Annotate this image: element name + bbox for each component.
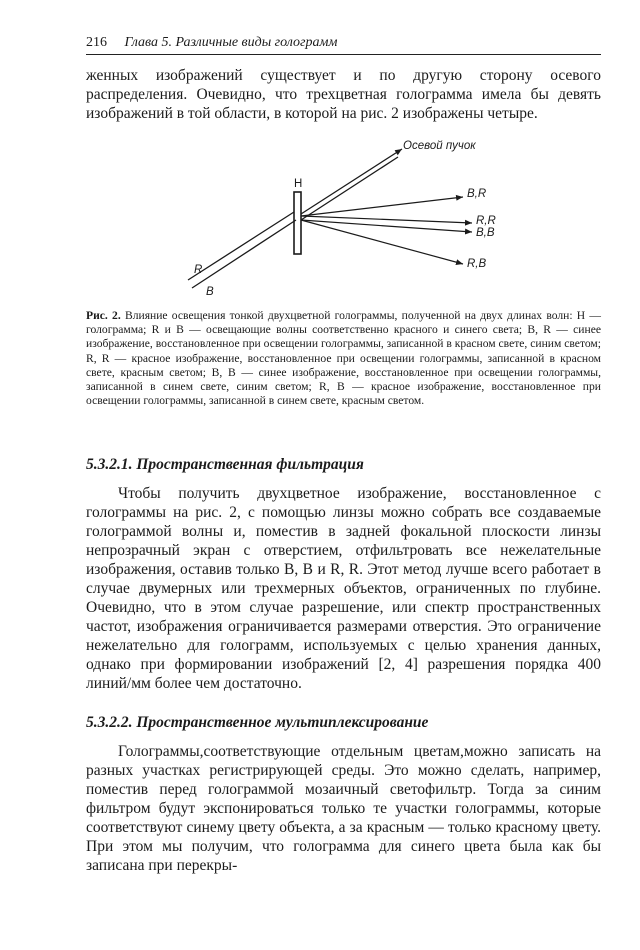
label-output-rb: R,B <box>467 258 487 270</box>
output-br-arrow <box>301 197 463 216</box>
output-rb-arrow <box>301 220 463 264</box>
label-axial-beam: Осевой пучок <box>403 140 476 152</box>
paragraph-intro: женных изображений существует и по другую сторону осевого распределения. Очевидно, что трехцветная голограмма имела бы девять изображений в той области, в которой на рис. 2 изображены четыре. <box>86 67 601 122</box>
label-output-bb: B,B <box>476 227 495 239</box>
beam-r-line <box>188 212 294 280</box>
figure-caption <box>86 309 601 408</box>
running-head <box>86 34 601 52</box>
section-heading-filtration: 5.3.2.1. Пространственная фильтрация <box>86 456 364 473</box>
figure-2 <box>180 140 510 305</box>
label-beam-b: B <box>206 286 214 298</box>
header-rule <box>86 54 601 55</box>
caption-label: Рис. 2. <box>86 309 121 322</box>
figure-2-diagram <box>180 140 510 305</box>
caption-text: Влияние освещения тонкой двухцветной голограммы, полученной на двух длинах волн: H — голограмма; R и B — освещающие волны соответственно красного и синего света; B, R — синее изображение, восстановленное при освещении голограммы, записанной в красном свете, синим светом; R, R — красное изображение, восстановленное при освещении голограммы, записанной в красном свете, красным светом; B, B — синее изображение, восстановленное при освещении голограммы, записанной в синем свете, синим светом; R, B — красное изображение, восстановленное при освещении голограммы, записанной в синем свете, красным светом. <box>86 309 601 408</box>
beam-b-line <box>192 220 296 288</box>
paragraph-multiplexing: Голограммы,соответствующие отдельным цветам,можно записать на разных участках регистрирующей среды. Это можно сделать, например, поместив перед голограммой мозаичный светофильтр. Тогда за синим фильтром будут экспонироваться только те участки голограммы, которые соответствуют синему цвету объекта, а за красным — только красному цвету. При этом мы получим, что голограмма для синего цвета была как бы записана при перекры- <box>86 743 601 874</box>
paragraph-filtration: Чтобы получить двухцветное изображение, восстановленное с голограммы на рис. 2, с помощью линзы можно собрать все создаваемые голограммой волны и, поместив в задней фокальной плоскости линзы непрозрачный экран с отверстием, отфильтровать все нежелательные изображения, оставив только B, B и R, R. Этот метод лучше всего работает в случае двумерных или трехмерных объектов, ограниченных по глубине. Очевидно, что в этом случае разрешение, или спектр пространственных частот, изображения ограничивается размерами отверстия. Это ограничение нежелательно для голограмм, используемых с целью хранения данных, однако при формировании изображений [2, 4] разрешения порядка 400 линий/мм более чем достаточно. <box>86 485 601 692</box>
axial-beam-arrow <box>301 149 402 214</box>
hologram-plate <box>294 192 301 254</box>
page-number: 216 <box>86 35 107 50</box>
label-output-br: B,R <box>467 188 487 200</box>
section-heading-multiplexing: 5.3.2.2. Пространственное мультиплексирование <box>86 714 429 731</box>
label-beam-r: R <box>194 264 203 276</box>
label-output-rr: R,R <box>476 215 496 227</box>
label-hologram: H <box>294 178 303 190</box>
chapter-title: Глава 5. Различные виды голограмм <box>124 35 338 50</box>
